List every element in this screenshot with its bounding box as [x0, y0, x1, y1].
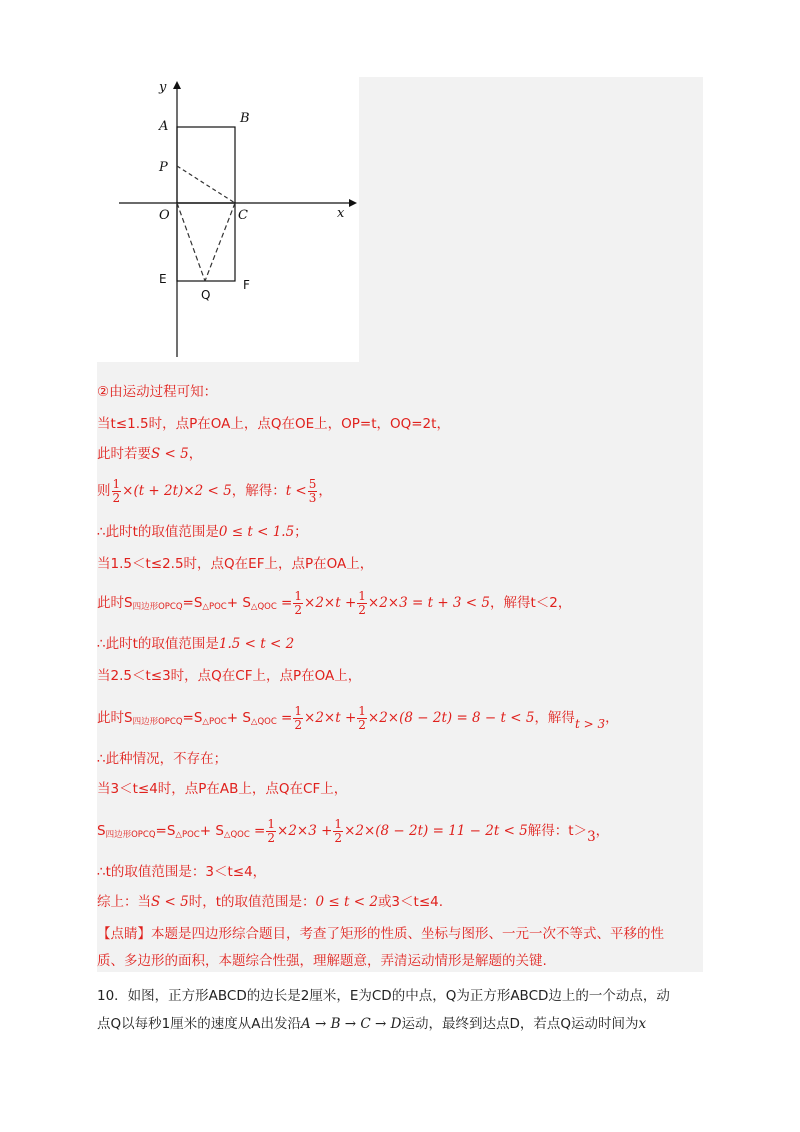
line-summary: 综上：当S < 5时，t的取值范围是：0 ≤ t < 2或3＜t≤4.	[97, 894, 444, 910]
coordinate-figure	[97, 77, 359, 362]
label-p: P	[159, 160, 168, 175]
line-case3: 当2.5＜t≤3时，点Q在CF上，点P在OA上，	[97, 668, 362, 684]
question10-line2: 点Q以每秒1厘米的速度从A出发沿A → B → C → D运动，最终到达点D，若点Q运动时间为x	[97, 1016, 647, 1032]
fraction: $\frac{1}{2}$	[294, 704, 303, 732]
line-area3: 此时$S_{四边形OPCQ}=S_{\triangle POC}+ S_{\triangle QOC}$ = $\frac{1}{2}$ ×2×t + $\frac{1}{2}$ ×2×(8 − 2t) = 8 − t < 5，解得t > 3，	[97, 704, 619, 732]
line-range2: ∴此时t的取值范围是1.5 < t < 2	[97, 636, 295, 652]
fraction: $\frac{1}{2}$	[112, 477, 121, 505]
question10-line1: 10．如图，正方形ABCD的边长是2厘米，E为CD的中点，Q为正方形ABCD边上的一个动点，动	[97, 988, 670, 1004]
fraction: $\frac{1}{2}$	[267, 817, 276, 845]
line-none: ∴此种情况，不存在；	[97, 751, 228, 767]
dashed-cq	[205, 203, 235, 281]
line-inequality1: 则 $\frac{1}{2}$ ×(t + 2t)×2 < 5，解得：t < $\frac{5}{3}$ ，	[97, 477, 332, 505]
line-comment1: 【点睛】本题是四边形综合题目，考查了矩形的性质、坐标与图形、一元一次不等式、平移的性	[97, 926, 664, 942]
label-e: E	[159, 272, 167, 286]
fraction: $\frac{1}{2}$	[358, 704, 366, 732]
line-range4: ∴t的取值范围是：3＜t≤4，	[97, 864, 267, 880]
fraction: $\frac{1}{2}$	[294, 589, 303, 617]
fraction: $\frac{1}{2}$	[334, 817, 343, 845]
label-c: C	[238, 208, 248, 223]
line-condition: 此时若要S < 5，	[97, 446, 203, 462]
label-b: B	[240, 111, 250, 126]
rectangle-ocfe	[177, 203, 235, 281]
line-area4: $S_{四边形OPCQ}=S_{\triangle POC}+ S_{\triangle QOC}$ = $\frac{1}{2}$ ×2×3 + $\frac{1}{2}$ ×2×(8 − 2t) = 11 − 2t < 5解得：t＞3，	[97, 817, 610, 846]
x-axis-arrow	[349, 199, 357, 207]
fraction: $\frac{5}{3}$	[308, 477, 317, 505]
line-area2: 此时$S_{四边形OPCQ}=S_{\triangle POC}+ S_{\triangle QOC}$ = $\frac{1}{2}$ ×2×t + $\frac{1}{2}$ ×2×3 = t + 3 < 5，解得t＜2，	[97, 589, 572, 617]
fraction: $\frac{1}{2}$	[358, 589, 366, 617]
label-x: x	[337, 206, 345, 221]
line-case1: 当t≤1.5时，点P在OA上，点Q在OE上，OP=t，OQ=2t，	[97, 416, 450, 432]
figure-svg	[97, 77, 359, 362]
dashed-pc	[177, 166, 235, 203]
label-y: y	[159, 80, 167, 95]
line-process: ②由运动过程可知：	[97, 384, 218, 400]
rectangle-abco	[177, 127, 235, 203]
y-axis-arrow	[173, 81, 181, 89]
label-f: F	[243, 278, 250, 292]
line-comment2: 质、多边形的面积，本题综合性强，理解题意，弄清运动情形是解题的关键.	[97, 953, 547, 969]
label-a: A	[159, 119, 169, 134]
line-range1: ∴此时t的取值范围是0 ≤ t < 1.5；	[97, 524, 308, 540]
dashed-oq	[177, 203, 205, 281]
label-o: O	[159, 208, 170, 223]
line-case4: 当3＜t≤4时，点P在AB上，点Q在CF上，	[97, 781, 348, 797]
label-q: Q	[201, 288, 211, 302]
line-case2: 当1.5＜t≤2.5时，点Q在EF上，点P在OA上，	[97, 556, 374, 572]
